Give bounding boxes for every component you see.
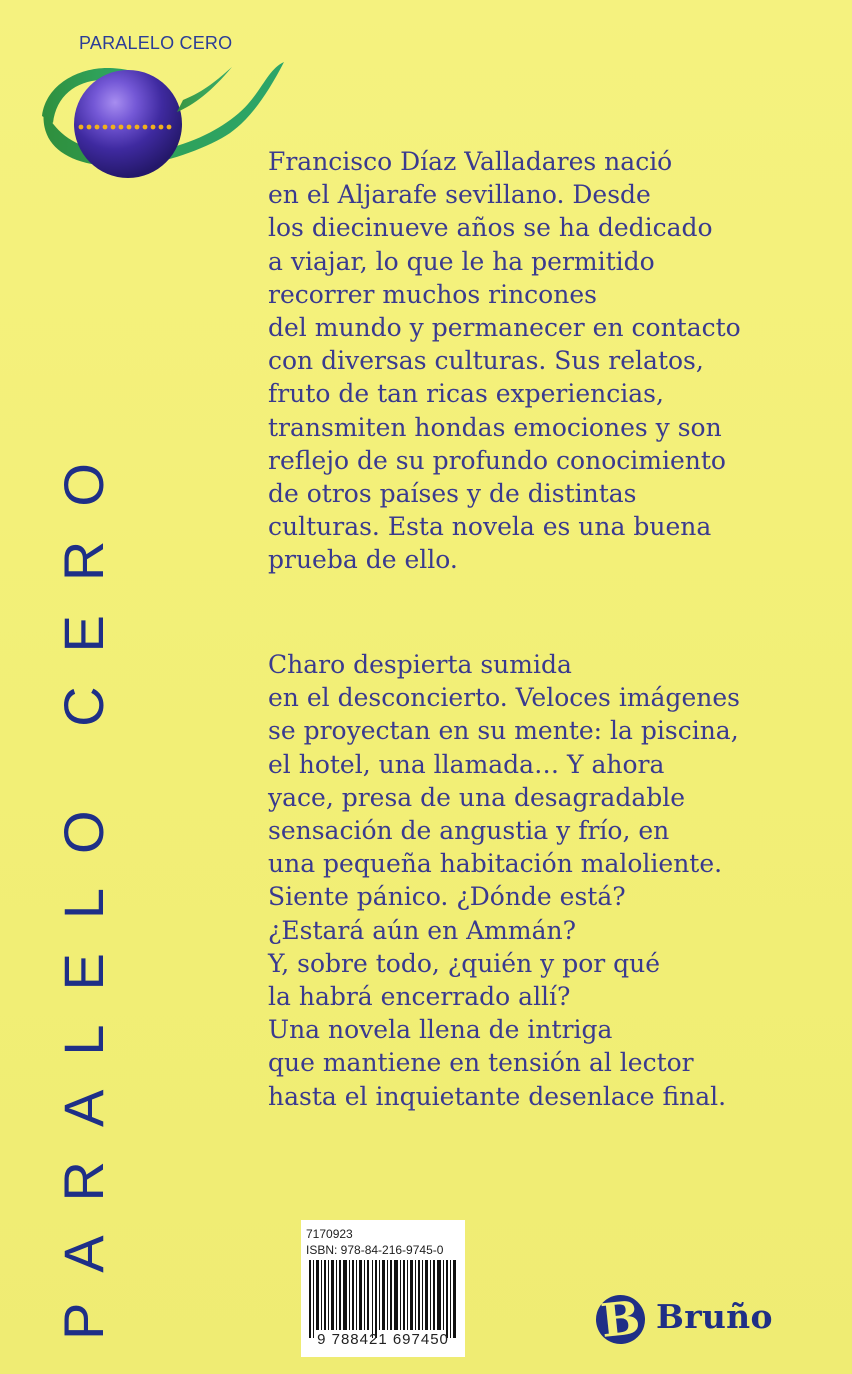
publisher-logo (596, 1290, 796, 1348)
author-bio: Francisco Díaz Valladares nació en el Aljarafe sevillano. Desde los diecinueve años se ha dedicado a viajar, lo que le ha permitido recorrer muchos rincones del mundo y permanecer en contacto con diversas culturas. Sus relatos, fruto de tan ricas experiencias, transmiten hondas emociones y son reflejo de su profundo conocimiento de otros países y de distintas culturas. Esta novela es una buena prueba de ello. (268, 147, 741, 575)
isbn-label: ISBN: 978-84-216-9745-0 (306, 1243, 444, 1257)
vertical-series-title: PARALELO CERO (52, 429, 115, 1340)
book-synopsis: Charo despierta sumida en el desconcierto. Veloces imágenes se proyectan en su mente: la piscina, el hotel, una llamada… Y ahora yace, presa de una desagradable sensación de angustia y frío, en una pequeña habitación maloliente. Siente pánico. ¿Dónde está? ¿Estará aún en Ammán? Y, sobre todo, ¿quién y por qué la habrá encerrado allí? Una novela llena de intriga que mantiene en tensión al lector hasta el inquietante desenlace final. (268, 650, 740, 1111)
series-title: PARALELO CERO (79, 33, 233, 53)
barcode-digits: 9 788421 697450 (317, 1331, 449, 1348)
publisher-name: Bruño (656, 1297, 773, 1336)
barcode-reference: 7170923 (306, 1227, 353, 1241)
barcode-icon (306, 1260, 460, 1338)
series-logo (34, 56, 289, 206)
publisher-mark-icon: B (594, 1293, 648, 1347)
barcode-panel (301, 1220, 465, 1357)
